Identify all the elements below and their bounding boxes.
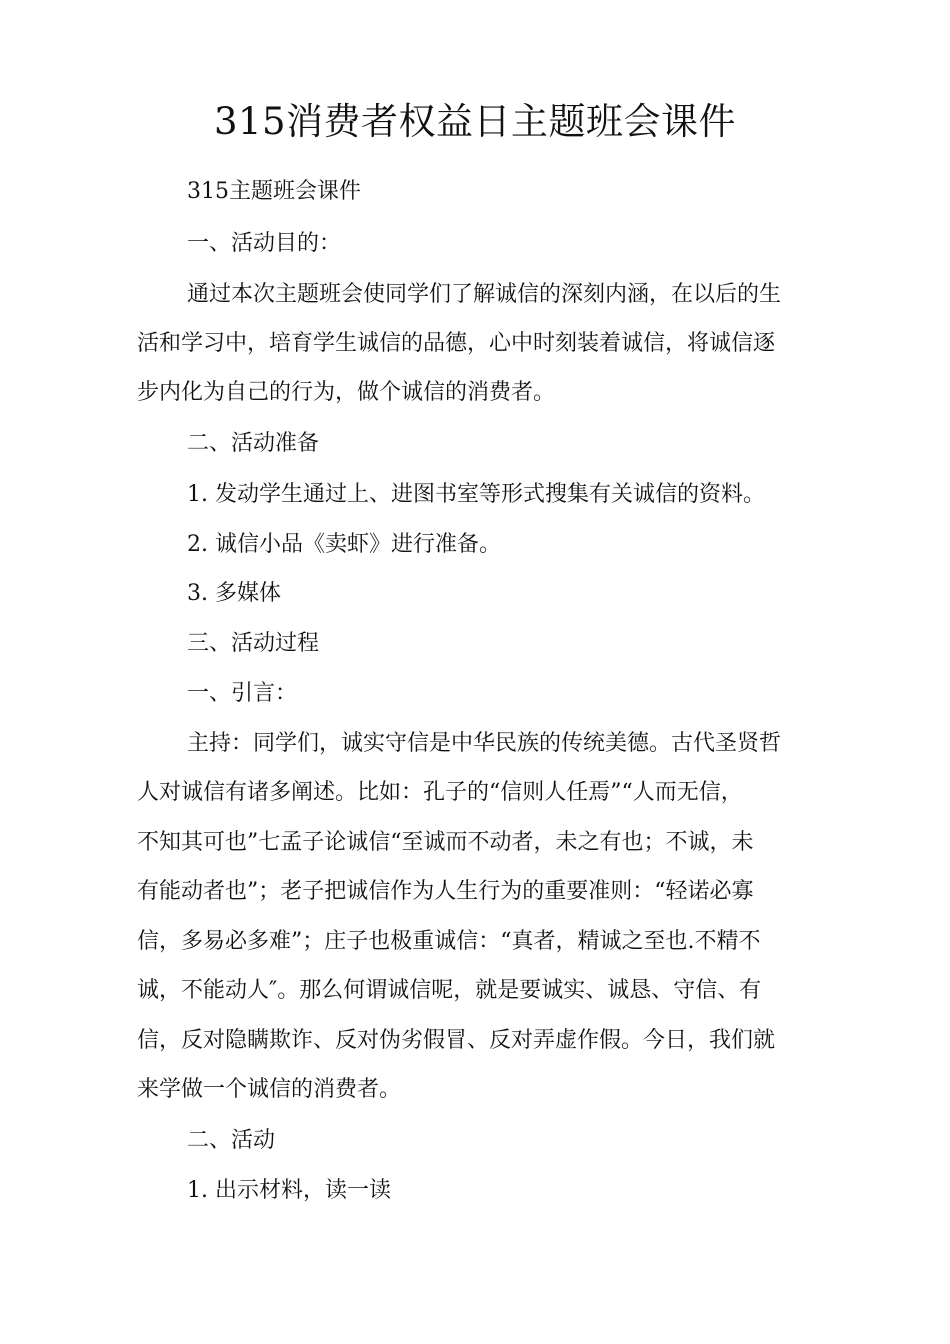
list-item: 1. 出示材料，读一读 (187, 1178, 391, 1203)
paragraph-line: 通过本次主题班会使同学们了解诚信的深刻内涵，在以后的生 (187, 282, 782, 307)
list-item: 2. 诚信小品《卖虾》进行准备。 (187, 532, 501, 557)
section-heading-process: 三、活动过程 (187, 631, 320, 656)
section-heading-preparation: 二、活动准备 (187, 431, 320, 456)
paragraph-line: 人对诚信有诸多阐述。比如：孔子的“信则人任焉”“人而无信， (137, 780, 743, 805)
subsection-heading-intro: 一、引言： (187, 681, 298, 706)
paragraph-line: 主持：同学们，诚实守信是中华民族的传统美德。古代圣贤哲 (187, 731, 782, 756)
paragraph-line: 活和学习中，培育学生诚信的品德，心中时刻装着诚信，将诚信逐 (137, 331, 776, 356)
subtitle-line: 315主题班会课件 (187, 179, 361, 204)
list-item: 1. 发动学生通过上、进图书室等形式搜集有关诚信的资料。 (187, 482, 765, 507)
document-title: 315消费者权益日主题班会课件 (213, 100, 737, 143)
section-heading-purpose: 一、活动目的： (187, 231, 342, 256)
paragraph-line: 信，反对隐瞒欺诈、反对伪劣假冒、反对弄虚作假。今日，我们就 (137, 1028, 776, 1053)
paragraph-line: 信，多易必多难”；庄子也极重诚信：“真者，精诚之至也.不精不 (137, 929, 761, 954)
paragraph-line: 步内化为自己的行为，做个诚信的消费者。 (137, 380, 556, 405)
paragraph-line: 来学做一个诚信的消费者。 (137, 1077, 402, 1102)
paragraph-line: 诚，不能动人″。那么何谓诚信呢，就是要诚实、诚恳、守信、有 (137, 978, 762, 1003)
paragraph-line: 有能动者也”；老子把诚信作为人生行为的重要准则：“轻诺必寡 (137, 879, 754, 904)
paragraph-line: 不知其可也”七孟子论诚信“至诚而不动者，未之有也；不诚，未 (137, 830, 754, 855)
list-item: 3. 多媒体 (187, 581, 281, 606)
subsection-heading-activity: 二、活动 (187, 1128, 276, 1153)
